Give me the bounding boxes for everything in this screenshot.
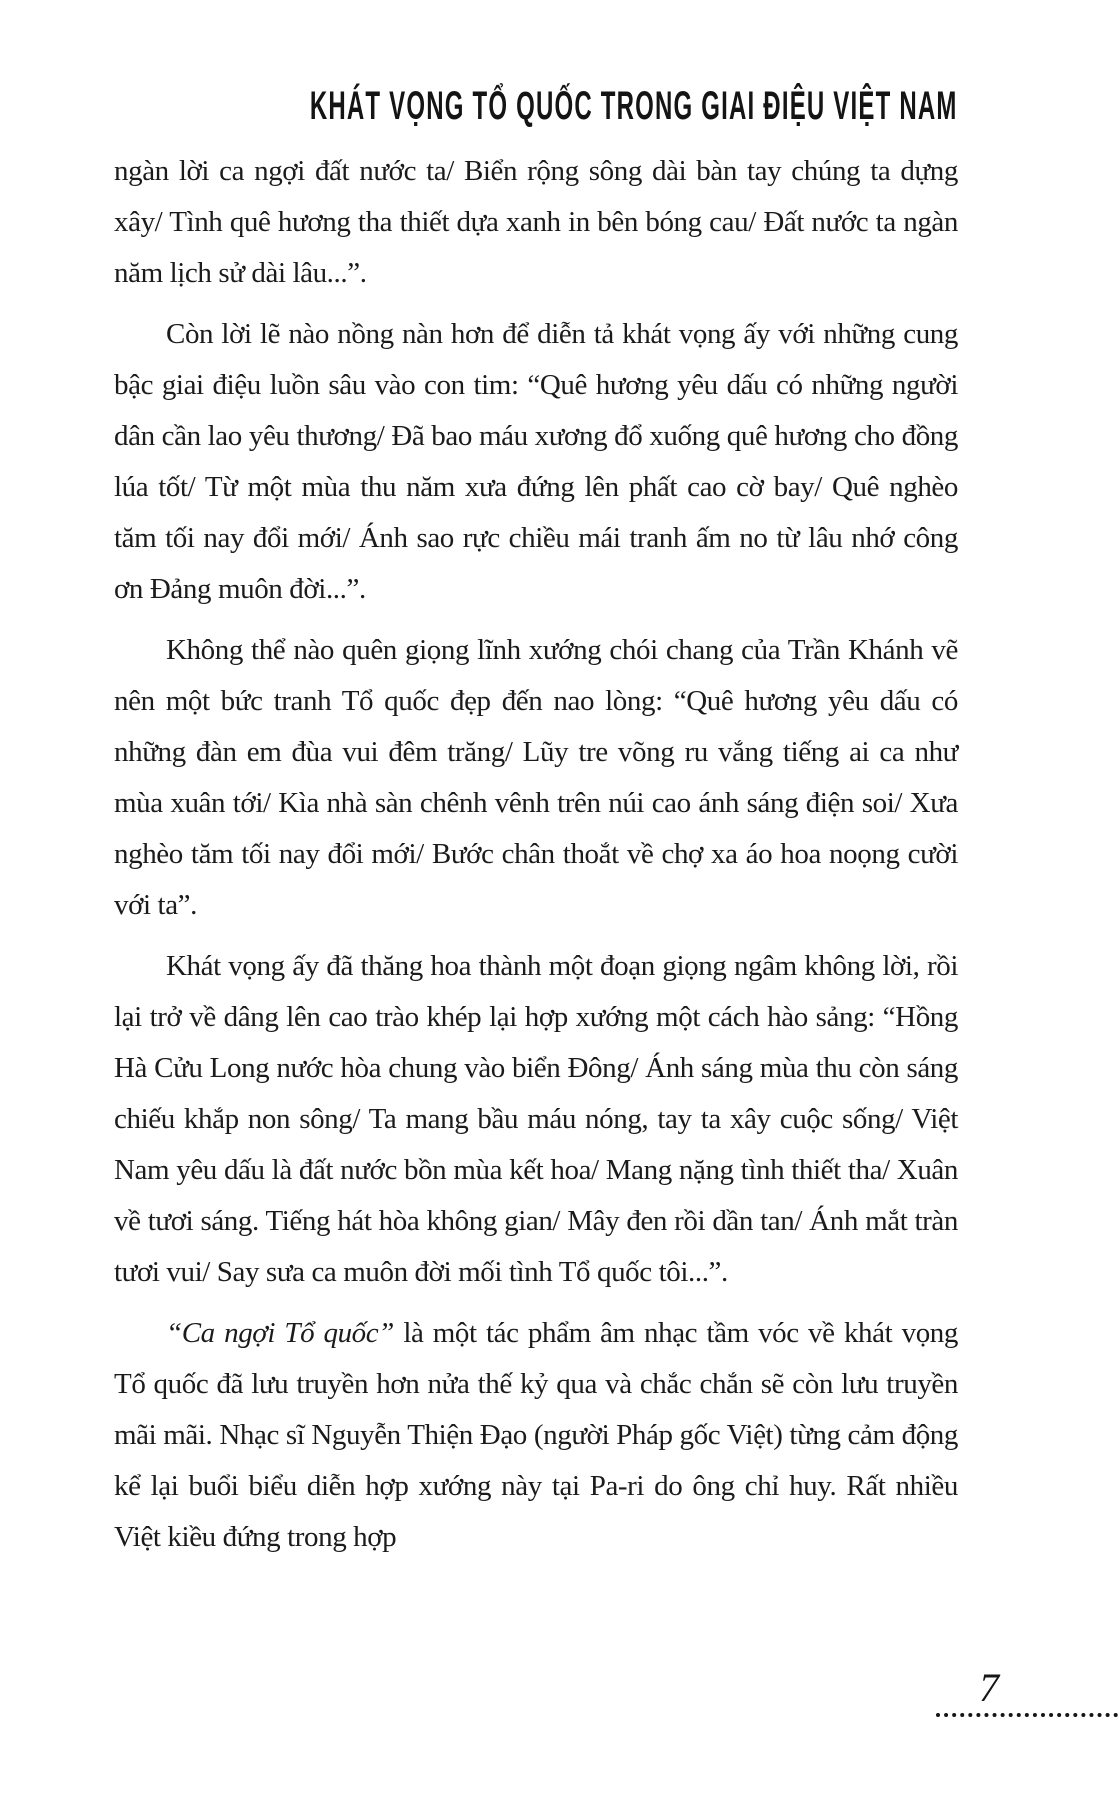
paragraph: Còn lời lẽ nào nồng nàn hơn để diễn tả khát vọng ấy với những cung bậc giai điệu luồn sâu vào con tim: “Quê hương yêu dấu có những người dân cần lao yêu thương/ Đã bao máu xương đổ xuống quê hương cho đồng lúa tốt/ Từ một mùa thu năm xưa đứng lên phất cao cờ bay/ Quê nghèo tăm tối nay đổi mới/ Ánh sao rực chiều mái tranh ấm no từ lâu nhớ công ơn Đảng muôn đời...”. <box>114 318 958 605</box>
paragraph <box>114 1308 958 1563</box>
chapter-title: KHÁT VỌNG TỔ QUỐC TRONG GIAI ĐIỆU VIỆT NAM <box>310 84 958 128</box>
paragraph-text: là một tác phẩm âm nhạc tầm vóc về khát vọng Tổ quốc đã lưu truyền hơn nửa thế kỷ qua và chắc chắn sẽ còn lưu truyền mãi mãi. Nhạc sĩ Nguyễn Thiện Đạo (người Pháp gốc Việt) từng cảm động kể lại buổi biểu diễn hợp xướng này tại Pa-ri do ông chỉ huy. Rất nhiều Việt kiều đứng trong hợp <box>114 1317 958 1553</box>
paragraph: Khát vọng ấy đã thăng hoa thành một đoạn giọng ngâm không lời, rồi lại trở về dâng lên cao trào khép lại hợp xướng một cách hào sảng: “Hồng Hà Cửu Long nước hòa chung vào biển Đông/ Ánh sáng mùa thu còn sáng chiếu khắp non sông/ Ta mang bầu máu nóng, tay ta xây cuộc sống/ Việt Nam yêu dấu là đất nước bồn mùa kết hoa/ Mang nặng tình thiết tha/ Xuân về tươi sáng. Tiếng hát hòa không gian/ Mây đen rồi dần tan/ Ánh mắt tràn tươi vui/ Say sưa ca muôn đời mối tình Tổ quốc tôi...”. <box>114 950 958 1288</box>
running-header <box>0 84 958 128</box>
song-title-italic: “Ca ngợi Tổ quốc” <box>166 1317 394 1349</box>
paragraph-continuation: ngàn lời ca ngợi đất nước ta/ Biển rộng sông dài bàn tay chúng ta dựng xây/ Tình quê hương tha thiết dựa xanh in bên bóng cau/ Đất nước ta ngàn năm lịch sử dài lâu...”. <box>114 155 958 289</box>
body-text <box>114 146 958 1573</box>
page-footer <box>936 1665 1119 1717</box>
dotted-line <box>936 1713 1119 1717</box>
page-number: 7 <box>979 1665 999 1710</box>
paragraph: Không thể nào quên giọng lĩnh xướng chói chang của Trần Khánh vẽ nên một bức tranh Tổ quốc đẹp đến nao lòng: “Quê hương yêu dấu có những đàn em đùa vui đêm trăng/ Lũy tre võng ru vắng tiếng ai ca như mùa xuân tới/ Kìa nhà sàn chênh vênh trên núi cao ánh sáng điện soi/ Xưa nghèo tăm tối nay đổi mới/ Bước chân thoắt về chợ xa áo hoa noọng cười với ta”. <box>114 634 958 921</box>
